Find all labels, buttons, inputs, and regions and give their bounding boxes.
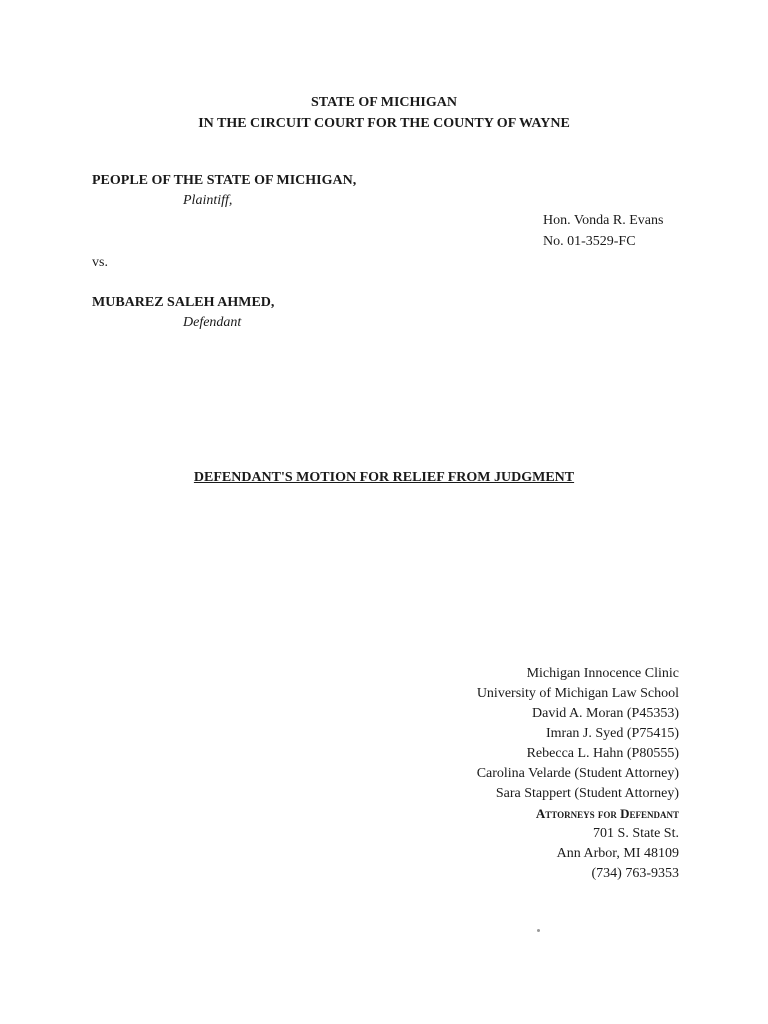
attorney-line: Rebecca L. Hahn (P80555) bbox=[526, 746, 679, 761]
versus-label: vs. bbox=[92, 255, 108, 270]
address-line: Ann Arbor, MI 48109 bbox=[556, 846, 679, 861]
attorney-block bbox=[477, 664, 679, 884]
attorney-line: David A. Moran (P45353) bbox=[532, 706, 679, 721]
address-line: 701 S. State St. bbox=[593, 826, 679, 841]
attorney-line: Imran J. Syed (P75415) bbox=[546, 726, 679, 741]
court-heading-court: IN THE CIRCUIT COURT FOR THE COUNTY OF WAYNE bbox=[198, 116, 570, 131]
defendant-role: Defendant bbox=[183, 315, 242, 330]
defendant-name: MUBAREZ SALEH AHMED, bbox=[92, 295, 275, 310]
motion-title: DEFENDANT'S MOTION FOR RELIEF FROM JUDGMENT bbox=[193, 470, 575, 485]
attorney-line: Sara Stappert (Student Attorney) bbox=[495, 786, 679, 801]
case-number: No. 01-3529-FC bbox=[543, 234, 636, 249]
plaintiff-name: PEOPLE OF THE STATE OF MICHIGAN, bbox=[92, 173, 357, 188]
judge-name: Hon. Vonda R. Evans bbox=[543, 213, 664, 228]
address-line: (734) 763-9353 bbox=[591, 866, 679, 881]
attorney-designation: Attorneys for Defendant bbox=[535, 806, 679, 821]
attorney-line: Michigan Innocence Clinic bbox=[526, 666, 679, 681]
attorney-line: University of Michigan Law School bbox=[476, 686, 679, 701]
plaintiff-role: Plaintiff, bbox=[183, 193, 233, 208]
scan-speck bbox=[537, 929, 540, 932]
court-heading-state: STATE OF MICHIGAN bbox=[311, 95, 457, 110]
attorney-line: Carolina Velarde (Student Attorney) bbox=[476, 766, 679, 781]
